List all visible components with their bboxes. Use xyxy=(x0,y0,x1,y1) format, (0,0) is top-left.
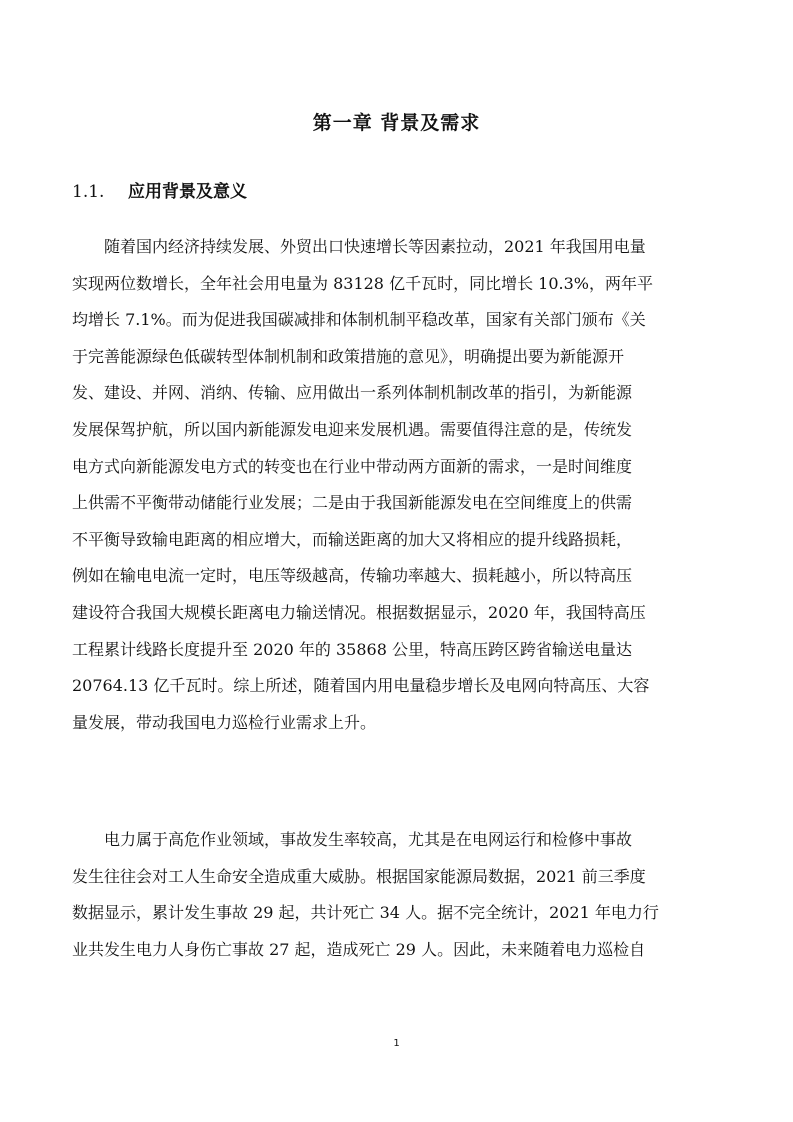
text-line: 不平衡导致输电距离的相应增大，而输送距离的加大又将相应的提升线路损耗， xyxy=(72,529,633,549)
text-line: 随着国内经济持续发展、外贸出口快速增长等因素拉动，2021 年我国用电量 xyxy=(104,237,646,256)
text-line: 电力属于高危作业领域，事故发生率较高，尤其是在电网运行和检修中事故 xyxy=(104,830,633,849)
text-line: 工程累计线路长度提升至 2020 年的 35868 公里，特高压跨区跨省输送电量达 xyxy=(72,639,632,659)
text-line: 数据显示，累计发生事故 29 起，共计死亡 34 人。据不完全统计，2021 年电力行 xyxy=(72,903,659,923)
section-title: 应用背景及意义 xyxy=(128,182,247,202)
section-heading xyxy=(72,177,247,202)
text-line: 业共发生电力人身伤亡事故 27 起，造成死亡 29 人。因此，未来随着电力巡检自 xyxy=(72,939,646,959)
text-line: 发生往往会对工人生命安全造成重大威胁。根据国家能源局数据，2021 前三季度 xyxy=(72,866,646,886)
text-line: 于完善能源绿色低碳转型体制机制和政策措施的意见》，明确提出要为新能源开 xyxy=(72,346,625,366)
text-line: 量发展，带动我国电力巡检行业需求上升。 xyxy=(72,712,377,732)
text-line: 20764.13 亿千瓦时。综上所述，随着国内用电量稳步增长及电网向特高压、大容 xyxy=(72,676,650,696)
paragraph xyxy=(72,229,720,741)
text-line: 建设符合我国大规模长距离电力输送情况。根据数据显示，2020 年，我国特高压 xyxy=(72,602,646,622)
text-line: 上供需不平衡带动储能行业发展；二是由于我国新能源发电在空间维度上的供需 xyxy=(72,493,633,513)
text-line: 发、建设、并网、消纳、传输、应用做出一系列体制机制改革的指引，为新能源 xyxy=(72,383,633,403)
section-number: 1.1. xyxy=(72,182,105,202)
text-line: 实现两位数增长，全年社会用电量为 83128 亿千瓦时，同比增长 10.3%，两年平 xyxy=(72,273,653,293)
paragraph xyxy=(72,822,720,968)
page-number: 1 xyxy=(393,1038,400,1049)
chapter-title: 第一章 背景及需求 xyxy=(312,112,481,134)
text-line: 电方式向新能源发电方式的转变也在行业中带动两方面新的需求，一是时间维度 xyxy=(72,456,633,476)
text-line: 发展保驾护航，所以国内新能源发电迎来发展机遇。需要值得注意的是，传统发 xyxy=(72,419,633,439)
text-line: 例如在输电电流一定时，电压等级越高，传输功率越大、损耗越小，所以特高压 xyxy=(72,566,633,586)
text-line: 均增长 7.1%。而为促进我国碳减排和体制机制平稳改革，国家有关部门颁布《关 xyxy=(72,310,646,330)
